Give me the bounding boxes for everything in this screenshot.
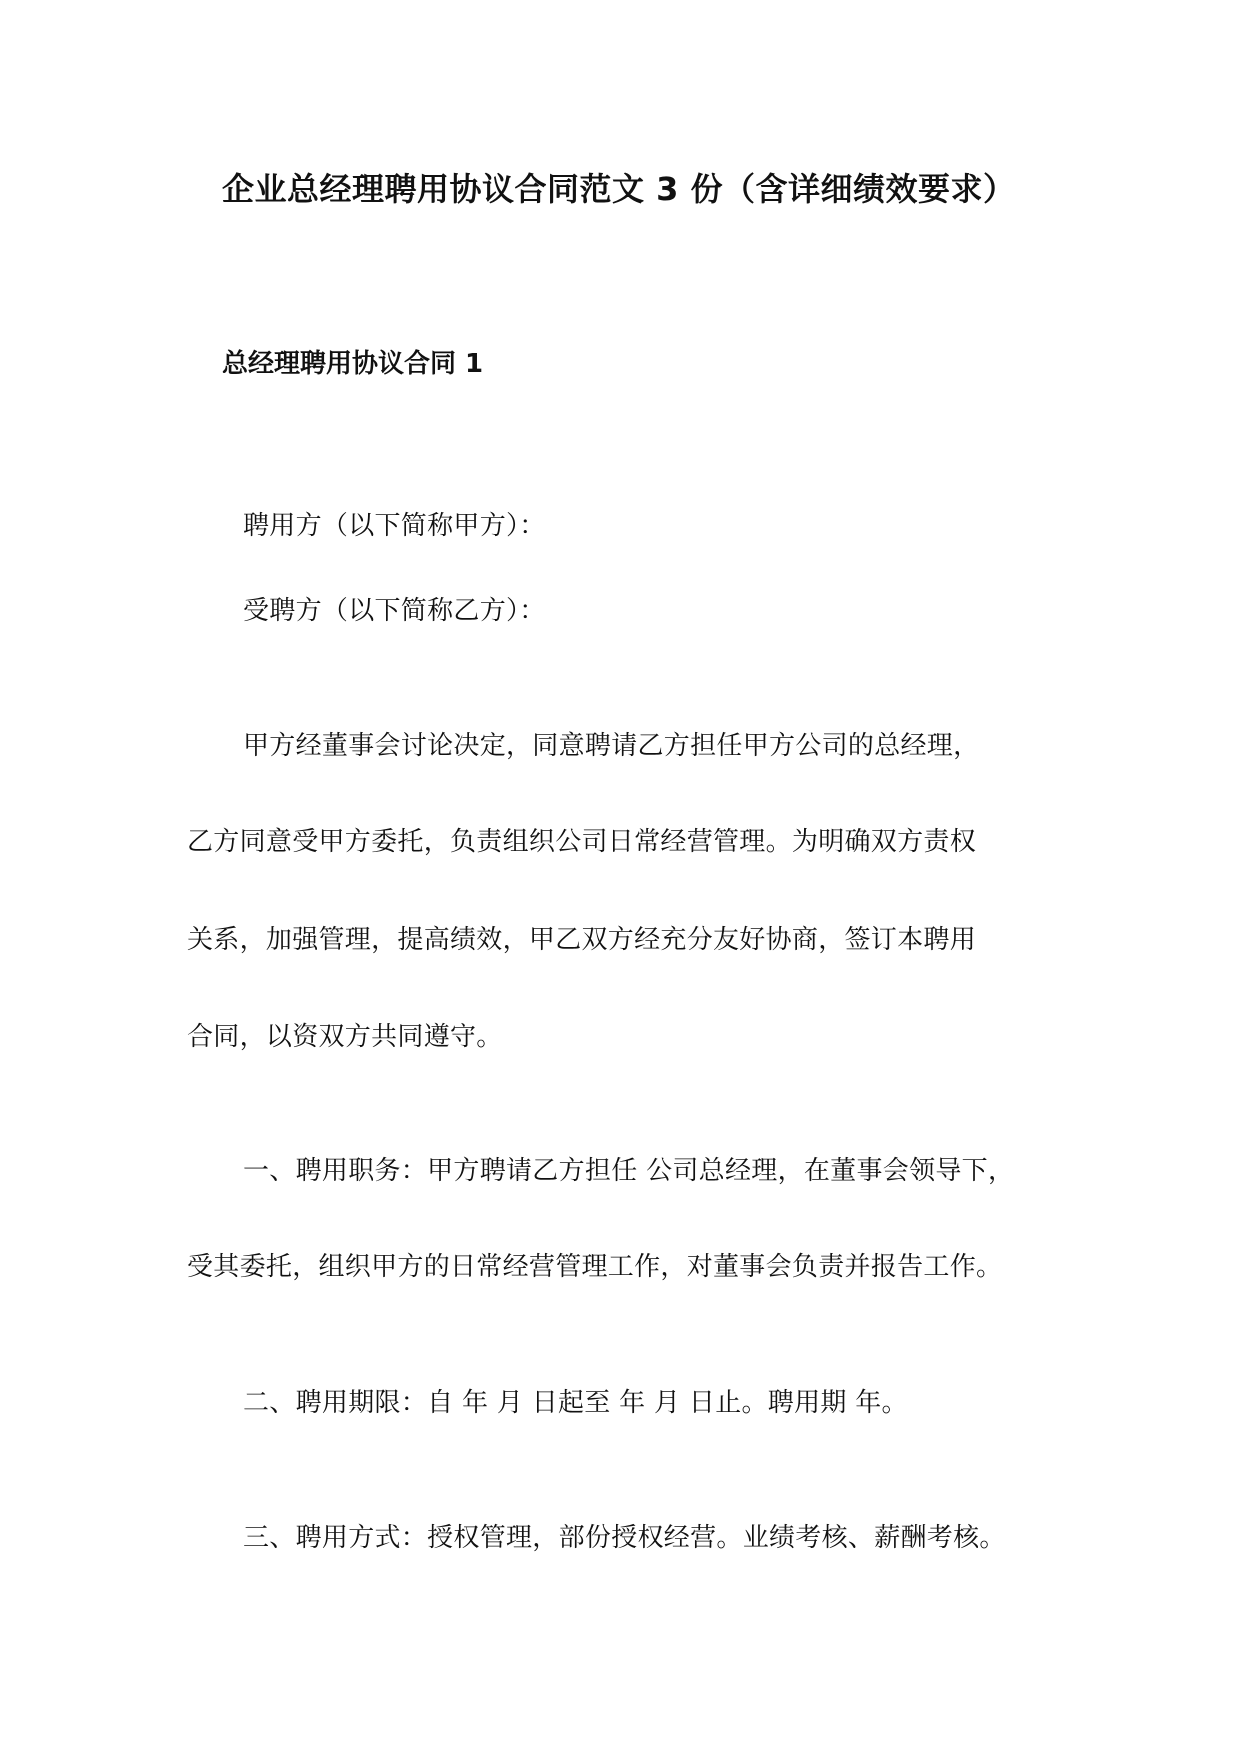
clause-1-line: 受其委托，组织甲方的日常经营管理工作，对董事会负责并报告工作。 xyxy=(187,1252,1003,1282)
intro-paragraph-line: 合同，以资双方共同遵守。 xyxy=(187,1022,503,1052)
document-title: 企业总经理聘用协议合同范文 3 份（含详细绩效要求） xyxy=(222,170,1016,208)
clause-2-line: 二、聘用期限：自 年 月 日起至 年 月 日止。聘用期 年。 xyxy=(243,1388,908,1418)
intro-paragraph-line: 乙方同意受甲方委托，负责组织公司日常经营管理。为明确双方责权 xyxy=(187,827,977,857)
party-b-line: 受聘方（以下简称乙方）： xyxy=(243,596,546,626)
section-heading: 总经理聘用协议合同 1 xyxy=(222,349,484,379)
clause-3-line: 三、聘用方式：授权管理，部份授权经营。业绩考核、薪酬考核。 xyxy=(243,1523,1006,1553)
intro-paragraph-line: 关系，加强管理，提高绩效，甲乙双方经充分友好协商，签订本聘用 xyxy=(187,925,977,955)
intro-paragraph-line: 甲方经董事会讨论决定，同意聘请乙方担任甲方公司的总经理， xyxy=(243,731,980,761)
party-a-line: 聘用方（以下简称甲方）： xyxy=(243,511,546,541)
clause-1-line: 一、聘用职务：甲方聘请乙方担任 公司总经理，在董事会领导下， xyxy=(243,1156,1015,1186)
